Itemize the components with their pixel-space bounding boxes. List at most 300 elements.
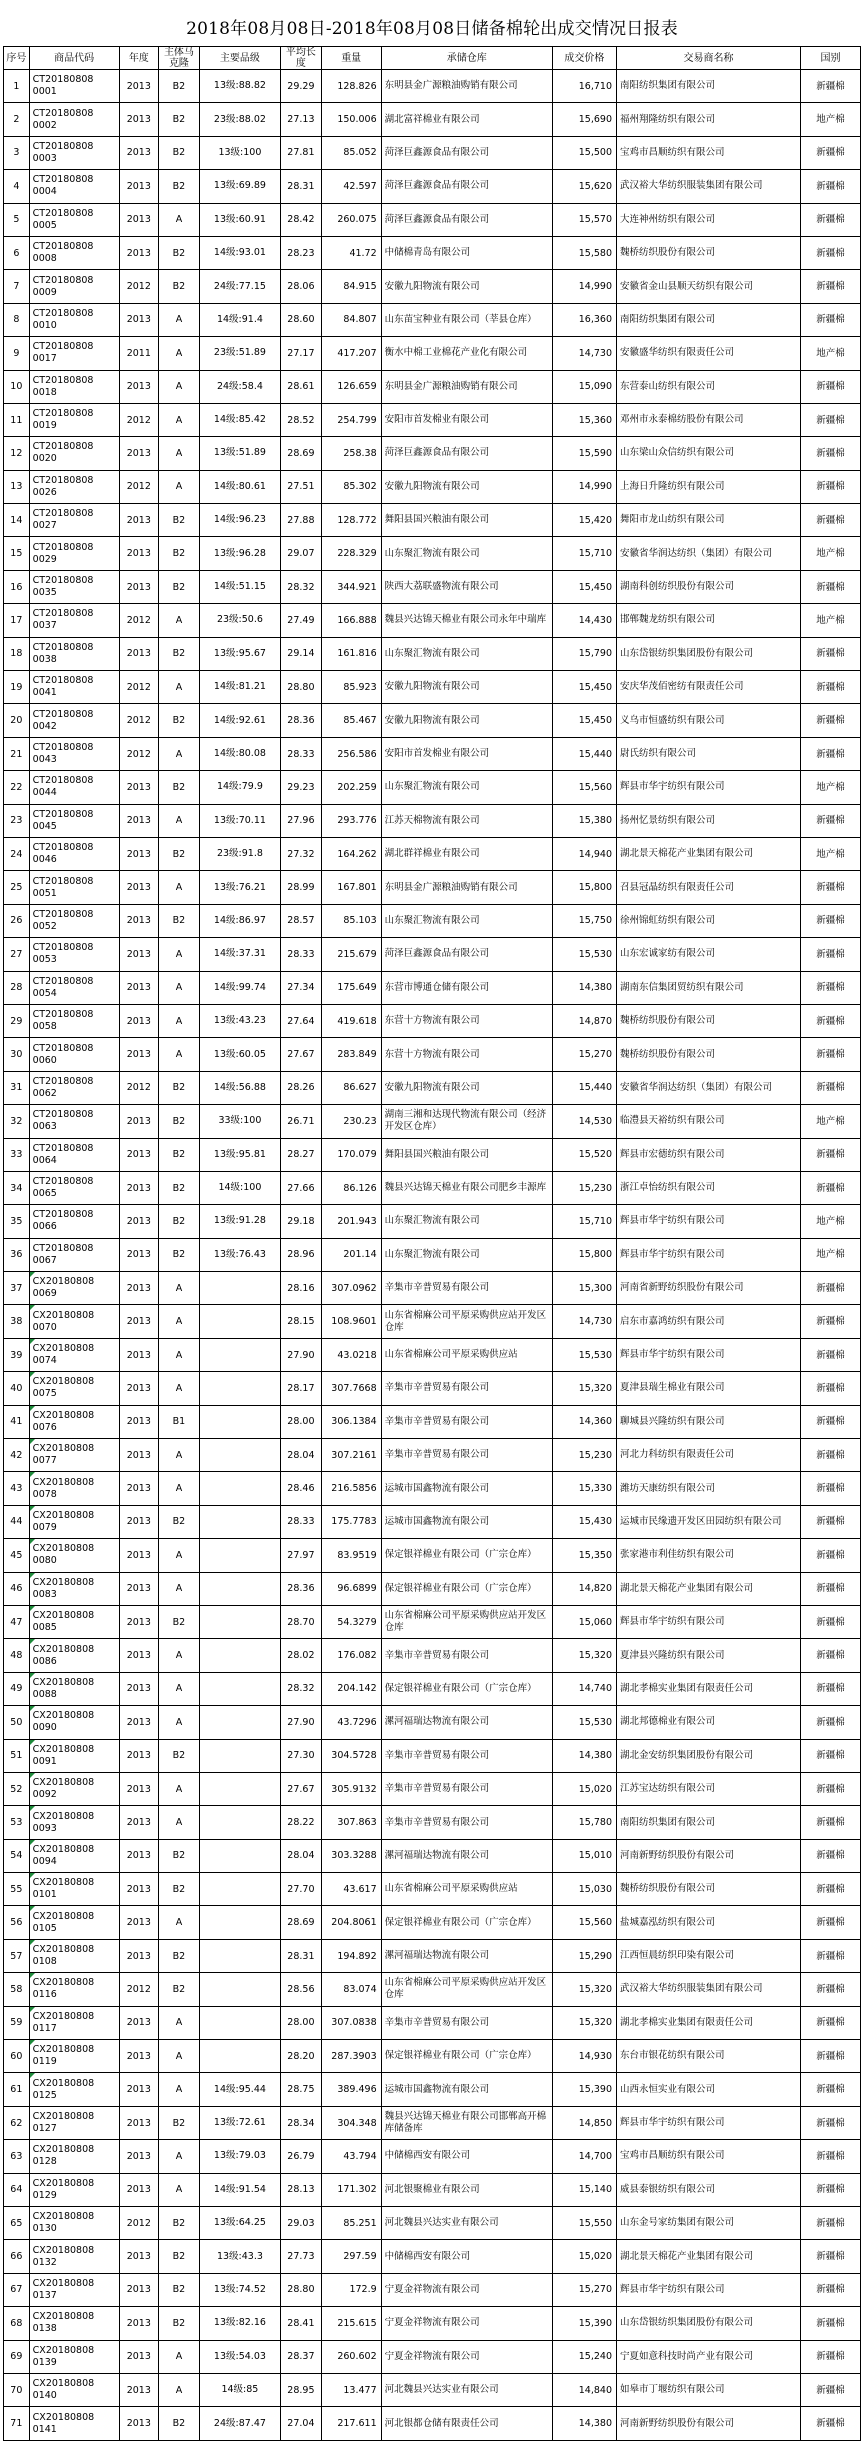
row-length: 28.04 — [281, 1839, 322, 1872]
row-code: CT20180808 0019 — [29, 403, 119, 436]
row-year: 2011 — [119, 337, 159, 370]
table-row — [4, 1706, 861, 1739]
row-grade: 14级:99.74 — [199, 971, 280, 1004]
row-index: 56 — [4, 1906, 30, 1939]
row-year: 2013 — [119, 871, 159, 904]
row-price: 15,790 — [552, 637, 616, 670]
row-length: 28.69 — [281, 1906, 322, 1939]
row-grade — [199, 1873, 280, 1906]
row-price: 15,450 — [552, 671, 616, 704]
row-length: 28.80 — [281, 2273, 322, 2306]
row-price: 15,020 — [552, 1772, 616, 1805]
row-weight: 254.799 — [321, 403, 381, 436]
row-year: 2013 — [119, 1372, 159, 1405]
row-grade: 13级:74.52 — [199, 2273, 280, 2306]
row-code: CX20180808 0132 — [29, 2240, 119, 2273]
header-micronaire: 主体马克隆 — [159, 47, 200, 70]
row-warehouse: 东营十方物流有限公司 — [381, 1004, 552, 1037]
row-origin: 新疆棉 — [801, 1405, 861, 1438]
row-warehouse: 山东聚汇物流有限公司 — [381, 537, 552, 570]
row-code: CT20180808 0005 — [29, 203, 119, 236]
row-price: 15,140 — [552, 2173, 616, 2206]
row-length: 27.73 — [281, 2240, 322, 2273]
row-year: 2012 — [119, 671, 159, 704]
row-origin: 新疆棉 — [801, 203, 861, 236]
row-year: 2013 — [119, 1772, 159, 1805]
row-weight: 344.921 — [321, 570, 381, 603]
table-row — [4, 504, 861, 537]
row-trader: 安徽省华润达纺织（集团）有限公司 — [617, 1071, 801, 1104]
row-code: CX20180808 0116 — [29, 1973, 119, 2006]
row-grade: 13级:70.11 — [199, 804, 280, 837]
row-code: CT20180808 0029 — [29, 537, 119, 570]
row-grade: 24级:58.4 — [199, 370, 280, 403]
row-weight: 287.3903 — [321, 2040, 381, 2073]
table-row — [4, 2373, 861, 2406]
row-trader: 湖北孝棉实业集团有限责任公司 — [617, 1672, 801, 1705]
row-origin: 新疆棉 — [801, 1272, 861, 1305]
row-length: 27.34 — [281, 971, 322, 1004]
row-grade — [199, 1338, 280, 1371]
row-price: 15,440 — [552, 1071, 616, 1104]
row-trader: 魏桥纺织股份有限公司 — [617, 1038, 801, 1071]
row-code: CT20180808 0003 — [29, 136, 119, 169]
row-index: 20 — [4, 704, 30, 737]
row-length: 28.33 — [281, 1505, 322, 1538]
row-weight: 167.801 — [321, 871, 381, 904]
row-trader: 湖南科创纺织股份有限公司 — [617, 570, 801, 603]
row-grade — [199, 1639, 280, 1672]
row-origin: 地产棉 — [801, 837, 861, 870]
row-weight: 306.1384 — [321, 1405, 381, 1438]
row-warehouse: 辛集市辛普贸易有限公司 — [381, 2006, 552, 2039]
row-price: 15,380 — [552, 804, 616, 837]
row-weight: 85.251 — [321, 2207, 381, 2240]
row-price: 15,330 — [552, 1472, 616, 1505]
row-length: 27.66 — [281, 1171, 322, 1204]
row-origin: 新疆棉 — [801, 2307, 861, 2340]
row-index: 68 — [4, 2307, 30, 2340]
row-code: CX20180808 0101 — [29, 1873, 119, 1906]
row-code: CT20180808 0020 — [29, 437, 119, 470]
row-grade: 23级:51.89 — [199, 337, 280, 370]
row-origin: 新疆棉 — [801, 470, 861, 503]
row-year: 2013 — [119, 1472, 159, 1505]
row-weight: 304.5728 — [321, 1739, 381, 1772]
row-weight: 126.659 — [321, 370, 381, 403]
row-micronaire: B2 — [159, 537, 200, 570]
row-grade — [199, 1572, 280, 1605]
row-micronaire: B2 — [159, 504, 200, 537]
row-code: CT20180808 0001 — [29, 70, 119, 103]
row-year: 2013 — [119, 70, 159, 103]
row-length: 27.49 — [281, 604, 322, 637]
row-year: 2013 — [119, 2240, 159, 2273]
row-code: CT20180808 0051 — [29, 871, 119, 904]
row-length: 28.02 — [281, 1639, 322, 1672]
row-origin: 新疆棉 — [801, 1505, 861, 1538]
row-micronaire: B2 — [159, 2307, 200, 2340]
row-code: CX20180808 0117 — [29, 2006, 119, 2039]
table-row — [4, 1472, 861, 1505]
table-row — [4, 1605, 861, 1638]
row-trader: 湖北邦德棉业有限公司 — [617, 1706, 801, 1739]
row-grade: 14级:93.01 — [199, 236, 280, 269]
row-price: 14,380 — [552, 2407, 616, 2440]
row-code: CX20180808 0125 — [29, 2073, 119, 2106]
row-index: 55 — [4, 1873, 30, 1906]
row-micronaire: B2 — [159, 704, 200, 737]
row-micronaire: B2 — [159, 103, 200, 136]
row-micronaire: A — [159, 2140, 200, 2173]
row-length: 28.61 — [281, 370, 322, 403]
row-code: CX20180808 0119 — [29, 2040, 119, 2073]
row-year: 2013 — [119, 1806, 159, 1839]
row-length: 28.26 — [281, 1071, 322, 1104]
table-row — [4, 470, 861, 503]
table-row — [4, 437, 861, 470]
row-index: 69 — [4, 2340, 30, 2373]
row-origin: 新疆棉 — [801, 1706, 861, 1739]
row-code: CT20180808 0002 — [29, 103, 119, 136]
row-index: 47 — [4, 1605, 30, 1638]
row-price: 14,850 — [552, 2106, 616, 2139]
row-warehouse: 山东聚汇物流有限公司 — [381, 771, 552, 804]
row-micronaire: A — [159, 2373, 200, 2406]
row-micronaire: B2 — [159, 1171, 200, 1204]
table-row — [4, 2140, 861, 2173]
row-code: CX20180808 0070 — [29, 1305, 119, 1338]
row-trader: 湖北景天棉花产业集团有限公司 — [617, 2240, 801, 2273]
row-price: 14,930 — [552, 2040, 616, 2073]
row-year: 2013 — [119, 1639, 159, 1672]
row-micronaire: B2 — [159, 2106, 200, 2139]
row-weight: 85.103 — [321, 904, 381, 937]
row-micronaire: A — [159, 1439, 200, 1472]
row-trader: 张家港市利佳纺织有限公司 — [617, 1539, 801, 1572]
table-row — [4, 1439, 861, 1472]
row-warehouse: 菏泽巨鑫源食品有限公司 — [381, 938, 552, 971]
row-origin: 新疆棉 — [801, 504, 861, 537]
row-origin: 新疆棉 — [801, 370, 861, 403]
row-warehouse: 山东聚汇物流有限公司 — [381, 637, 552, 670]
row-index: 26 — [4, 904, 30, 937]
row-micronaire: A — [159, 203, 200, 236]
row-micronaire: B2 — [159, 1939, 200, 1972]
row-index: 51 — [4, 1739, 30, 1772]
row-origin: 新疆棉 — [801, 70, 861, 103]
row-year: 2013 — [119, 1272, 159, 1305]
table-row — [4, 1806, 861, 1839]
row-warehouse: 安徽九阳物流有限公司 — [381, 671, 552, 704]
row-trader: 大连神州纺织有限公司 — [617, 203, 801, 236]
row-warehouse: 保定银祥棉业有限公司（广宗仓库） — [381, 1672, 552, 1705]
row-weight: 172.9 — [321, 2273, 381, 2306]
row-weight: 256.586 — [321, 737, 381, 770]
row-micronaire: B2 — [159, 1205, 200, 1238]
row-length: 28.27 — [281, 1138, 322, 1171]
row-price: 15,690 — [552, 103, 616, 136]
row-trader: 湖南东信集团贸纺织有限公司 — [617, 971, 801, 1004]
row-warehouse: 宁夏金祥物流有限公司 — [381, 2307, 552, 2340]
table-row — [4, 1405, 861, 1438]
row-trader: 山西永恒实业有限公司 — [617, 2073, 801, 2106]
row-code: CT20180808 0017 — [29, 337, 119, 370]
row-index: 31 — [4, 1071, 30, 1104]
row-warehouse: 菏泽巨鑫源食品有限公司 — [381, 203, 552, 236]
row-price: 15,240 — [552, 2340, 616, 2373]
row-micronaire: A — [159, 1672, 200, 1705]
row-year: 2013 — [119, 1105, 159, 1138]
row-grade — [199, 1906, 280, 1939]
row-price: 15,270 — [552, 1038, 616, 1071]
row-index: 41 — [4, 1405, 30, 1438]
row-warehouse: 辛集市辛普贸易有限公司 — [381, 1772, 552, 1805]
row-micronaire: A — [159, 1539, 200, 1572]
row-price: 15,230 — [552, 1439, 616, 1472]
row-year: 2012 — [119, 2207, 159, 2240]
row-year: 2013 — [119, 1171, 159, 1204]
table-row — [4, 2273, 861, 2306]
row-micronaire: B2 — [159, 771, 200, 804]
row-trader: 湖北景天棉花产业集团有限公司 — [617, 1572, 801, 1605]
row-warehouse: 湖南三湘和达现代物流有限公司（经济开发区仓库） — [381, 1105, 552, 1138]
row-origin: 新疆棉 — [801, 1038, 861, 1071]
row-weight: 260.075 — [321, 203, 381, 236]
row-price: 14,940 — [552, 837, 616, 870]
row-length: 29.03 — [281, 2207, 322, 2240]
row-origin: 新疆棉 — [801, 737, 861, 770]
row-micronaire: A — [159, 971, 200, 1004]
row-length: 28.31 — [281, 1939, 322, 1972]
row-year: 2012 — [119, 704, 159, 737]
row-warehouse: 山东聚汇物流有限公司 — [381, 904, 552, 937]
row-length: 27.97 — [281, 1539, 322, 1572]
row-weight: 202.259 — [321, 771, 381, 804]
row-trader: 山东金号家纺集团有限公司 — [617, 2207, 801, 2240]
row-micronaire: B2 — [159, 1839, 200, 1872]
row-index: 14 — [4, 504, 30, 537]
row-year: 2012 — [119, 403, 159, 436]
row-trader: 东营泰山纺织有限公司 — [617, 370, 801, 403]
row-trader: 尉氏纺织有限公司 — [617, 737, 801, 770]
row-grade — [199, 1973, 280, 2006]
row-weight: 303.3288 — [321, 1839, 381, 1872]
row-weight: 215.615 — [321, 2307, 381, 2340]
row-trader: 湖北景天棉花产业集团有限公司 — [617, 837, 801, 870]
row-price: 15,800 — [552, 1238, 616, 1271]
row-index: 62 — [4, 2106, 30, 2139]
table-row — [4, 2073, 861, 2106]
table-row — [4, 2173, 861, 2206]
row-price: 15,550 — [552, 2207, 616, 2240]
row-warehouse: 山东省棉麻公司平原采购供应站开发区仓库 — [381, 1605, 552, 1638]
row-code: CX20180808 0130 — [29, 2207, 119, 2240]
row-origin: 新疆棉 — [801, 1739, 861, 1772]
row-code: CT20180808 0066 — [29, 1205, 119, 1238]
row-weight: 297.59 — [321, 2240, 381, 2273]
row-price: 15,320 — [552, 1372, 616, 1405]
table-row — [4, 103, 861, 136]
row-grade — [199, 2006, 280, 2039]
header-price: 成交价格 — [552, 47, 616, 70]
row-year: 2013 — [119, 1672, 159, 1705]
row-price: 15,570 — [552, 203, 616, 236]
row-origin: 新疆棉 — [801, 2207, 861, 2240]
row-length: 28.75 — [281, 2073, 322, 2106]
row-code: CT20180808 0045 — [29, 804, 119, 837]
table-row — [4, 1739, 861, 1772]
row-price: 15,270 — [552, 2273, 616, 2306]
row-index: 66 — [4, 2240, 30, 2273]
row-year: 2013 — [119, 2273, 159, 2306]
row-warehouse: 辛集市辛普贸易有限公司 — [381, 1439, 552, 1472]
row-code: CT20180808 0067 — [29, 1238, 119, 1271]
row-year: 2012 — [119, 604, 159, 637]
row-index: 53 — [4, 1806, 30, 1839]
row-length: 27.70 — [281, 1873, 322, 1906]
row-micronaire: A — [159, 1772, 200, 1805]
row-origin: 新疆棉 — [801, 1605, 861, 1638]
row-weight: 41.72 — [321, 236, 381, 269]
row-trader: 宝鸡市昌顺纺织有限公司 — [617, 136, 801, 169]
row-grade: 13级:69.89 — [199, 170, 280, 203]
row-code: CX20180808 0090 — [29, 1706, 119, 1739]
table-row — [4, 303, 861, 336]
row-warehouse: 山东聚汇物流有限公司 — [381, 1238, 552, 1271]
row-price: 15,420 — [552, 504, 616, 537]
row-weight: 43.0218 — [321, 1338, 381, 1371]
row-length: 28.15 — [281, 1305, 322, 1338]
row-weight: 175.7783 — [321, 1505, 381, 1538]
row-warehouse: 河北魏县兴达实业有限公司 — [381, 2373, 552, 2406]
row-year: 2013 — [119, 2140, 159, 2173]
row-code: CT20180808 0060 — [29, 1038, 119, 1071]
row-origin: 地产棉 — [801, 1105, 861, 1138]
row-year: 2013 — [119, 804, 159, 837]
row-grade: 13级:76.21 — [199, 871, 280, 904]
row-length: 27.81 — [281, 136, 322, 169]
row-trader: 辉县市宏德纺织有限公司 — [617, 1138, 801, 1171]
row-warehouse: 辛集市辛普贸易有限公司 — [381, 1272, 552, 1305]
row-index: 57 — [4, 1939, 30, 1972]
row-code: CT20180808 0010 — [29, 303, 119, 336]
row-length: 28.99 — [281, 871, 322, 904]
table-row — [4, 1772, 861, 1805]
row-micronaire: B2 — [159, 904, 200, 937]
row-price: 15,560 — [552, 1906, 616, 1939]
row-weight: 201.943 — [321, 1205, 381, 1238]
row-trader: 舞阳市龙山纺织有限公司 — [617, 504, 801, 537]
row-origin: 新疆棉 — [801, 1539, 861, 1572]
row-grade — [199, 2040, 280, 2073]
row-price: 15,530 — [552, 1338, 616, 1371]
row-warehouse: 东营市博通仓储有限公司 — [381, 971, 552, 1004]
row-grade: 13级:96.28 — [199, 537, 280, 570]
row-warehouse: 保定银祥棉业有限公司（广宗仓库） — [381, 1539, 552, 1572]
row-year: 2012 — [119, 1071, 159, 1104]
header-code: 商品代码 — [29, 47, 119, 70]
row-index: 1 — [4, 70, 30, 103]
row-year: 2013 — [119, 938, 159, 971]
row-code: CX20180808 0141 — [29, 2407, 119, 2440]
table-row — [4, 1205, 861, 1238]
row-length: 27.32 — [281, 837, 322, 870]
row-origin: 新疆棉 — [801, 1672, 861, 1705]
row-warehouse: 湖北富祥棉业有限公司 — [381, 103, 552, 136]
row-grade — [199, 1806, 280, 1839]
row-trader: 河南省新野纺织股份有限公司 — [617, 1272, 801, 1305]
row-code: CX20180808 0129 — [29, 2173, 119, 2206]
row-code: CT20180808 0035 — [29, 570, 119, 603]
row-origin: 新疆棉 — [801, 1338, 861, 1371]
row-grade: 14级:95.44 — [199, 2073, 280, 2106]
row-code: CT20180808 0038 — [29, 637, 119, 670]
row-weight: 85.923 — [321, 671, 381, 704]
row-year: 2013 — [119, 2373, 159, 2406]
row-micronaire: B1 — [159, 1405, 200, 1438]
row-code: CX20180808 0074 — [29, 1338, 119, 1371]
row-price: 15,500 — [552, 136, 616, 169]
row-origin: 新疆棉 — [801, 971, 861, 1004]
row-grade: 13级:54.03 — [199, 2340, 280, 2373]
row-weight: 150.006 — [321, 103, 381, 136]
row-length: 28.33 — [281, 737, 322, 770]
row-origin: 地产棉 — [801, 337, 861, 370]
table-row — [4, 1138, 861, 1171]
header-weight: 重量 — [321, 47, 381, 70]
row-weight: 85.052 — [321, 136, 381, 169]
row-micronaire: A — [159, 2006, 200, 2039]
row-origin: 新疆棉 — [801, 804, 861, 837]
table-row — [4, 1071, 861, 1104]
row-price: 14,990 — [552, 470, 616, 503]
row-weight: 204.8061 — [321, 1906, 381, 1939]
row-price: 15,520 — [552, 1138, 616, 1171]
row-year: 2013 — [119, 1038, 159, 1071]
row-index: 59 — [4, 2006, 30, 2039]
row-weight: 108.9601 — [321, 1305, 381, 1338]
row-warehouse: 河北银聚棉业有限公司 — [381, 2173, 552, 2206]
row-trader: 南阳纺织集团有限公司 — [617, 303, 801, 336]
row-trader: 山东宏诚家纺有限公司 — [617, 938, 801, 971]
row-weight: 166.888 — [321, 604, 381, 637]
row-weight: 283.849 — [321, 1038, 381, 1071]
row-trader: 南阳纺织集团有限公司 — [617, 70, 801, 103]
row-origin: 地产棉 — [801, 1205, 861, 1238]
row-grade — [199, 1772, 280, 1805]
row-grade — [199, 1539, 280, 1572]
row-micronaire: B2 — [159, 2207, 200, 2240]
row-origin: 新疆棉 — [801, 1973, 861, 2006]
row-code: CT20180808 0046 — [29, 837, 119, 870]
row-grade: 14级:79.9 — [199, 771, 280, 804]
row-trader: 义乌市恒盛纺织有限公司 — [617, 704, 801, 737]
row-weight: 42.597 — [321, 170, 381, 203]
row-code: CX20180808 0091 — [29, 1739, 119, 1772]
row-length: 29.14 — [281, 637, 322, 670]
row-grade — [199, 1839, 280, 1872]
transaction-table — [3, 46, 861, 2441]
row-warehouse: 山东聚汇物流有限公司 — [381, 1205, 552, 1238]
table-row — [4, 1372, 861, 1405]
row-weight: 128.772 — [321, 504, 381, 537]
row-code: CT20180808 0058 — [29, 1004, 119, 1037]
row-length: 28.42 — [281, 203, 322, 236]
row-price: 15,360 — [552, 403, 616, 436]
row-year: 2013 — [119, 2106, 159, 2139]
row-trader: 宁夏如意科技时尚产业有限公司 — [617, 2340, 801, 2373]
